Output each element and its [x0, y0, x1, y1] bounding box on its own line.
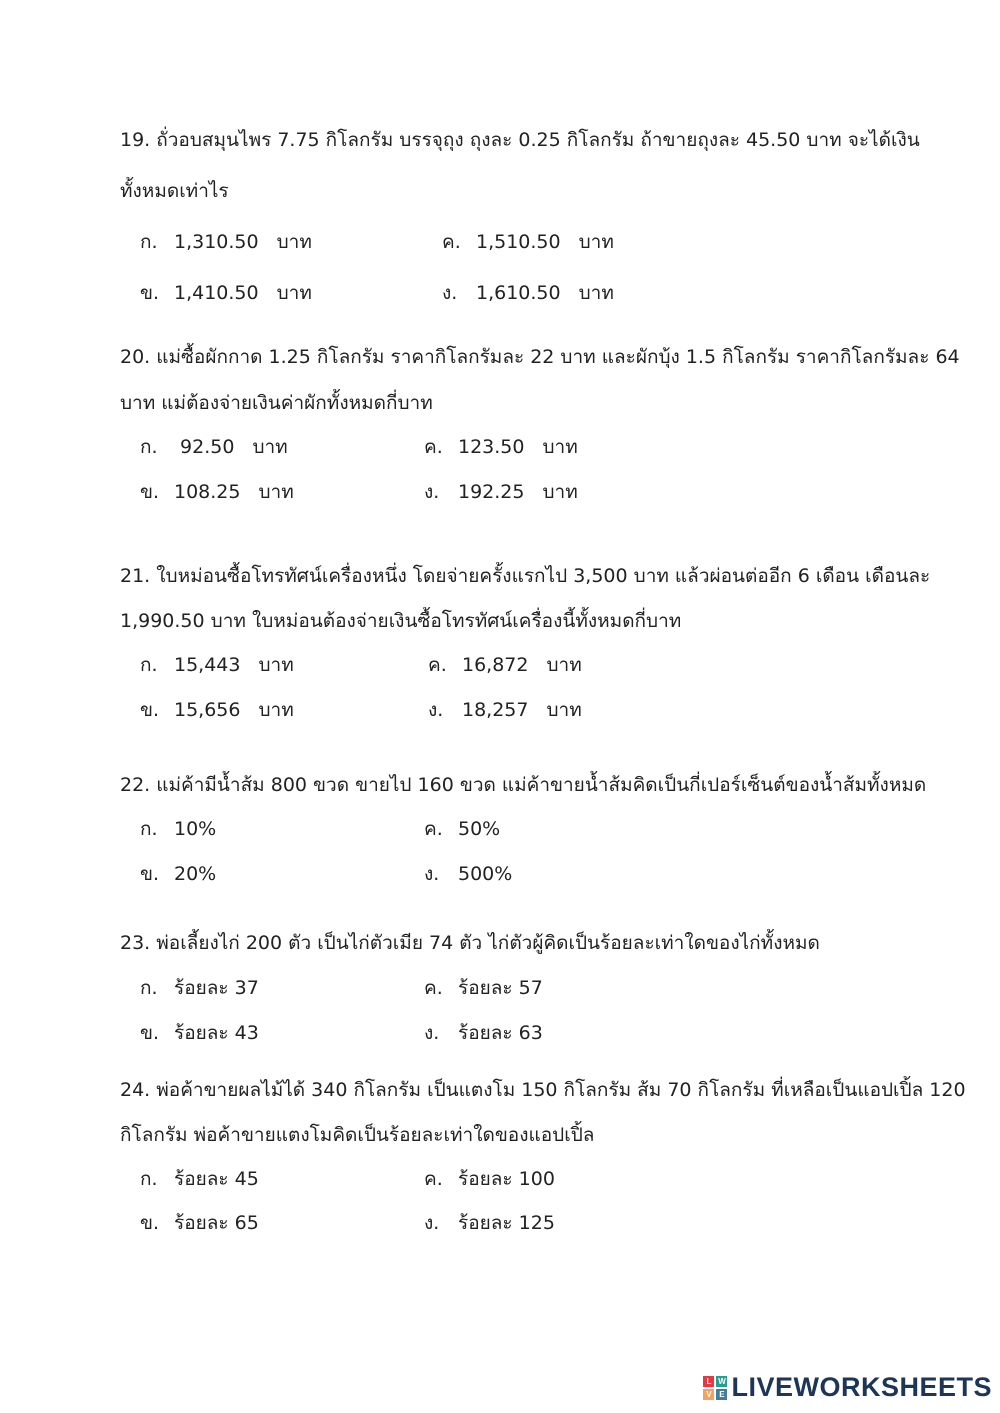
- option-value: ร้อยละ 125: [458, 1212, 555, 1234]
- option-letter: ค.: [424, 436, 443, 458]
- answer-option[interactable]: [140, 1211, 259, 1235]
- option-letter: ข.: [140, 481, 160, 503]
- option-letter: ข.: [140, 863, 160, 885]
- answer-option[interactable]: [424, 976, 543, 1000]
- option-letter: ข.: [140, 1022, 160, 1044]
- answer-option[interactable]: [428, 698, 582, 722]
- option-value: 1,610.50: [476, 282, 561, 304]
- option-letter: ง.: [424, 1022, 440, 1044]
- answer-option[interactable]: [140, 435, 288, 459]
- option-value: 1,410.50: [174, 282, 259, 304]
- answer-option[interactable]: [424, 817, 500, 841]
- answer-option[interactable]: [424, 862, 512, 886]
- answer-option[interactable]: [140, 1167, 259, 1191]
- question-text-line: บาท แม่ต้องจ่ายเงินค่าผักทั้งหมดกี่บาท: [120, 392, 433, 414]
- option-letter: ง.: [424, 863, 440, 885]
- answer-option[interactable]: [140, 1021, 259, 1045]
- option-letter: ก.: [140, 654, 158, 676]
- option-letter: ก.: [140, 436, 158, 458]
- option-unit: บาท: [542, 436, 578, 458]
- option-letter: ก.: [140, 231, 158, 253]
- answer-option[interactable]: [140, 480, 294, 504]
- option-value: 20%: [174, 863, 217, 885]
- option-unit: บาท: [252, 436, 288, 458]
- answer-option[interactable]: [140, 976, 259, 1000]
- answer-option[interactable]: [140, 653, 294, 677]
- question-21: [120, 564, 960, 633]
- option-value: 50%: [458, 818, 501, 840]
- option-letter: ค.: [428, 654, 447, 676]
- option-unit: บาท: [546, 699, 582, 721]
- option-value: ร้อยละ 100: [458, 1168, 555, 1190]
- answer-option[interactable]: [140, 698, 294, 722]
- option-value: 192.25: [458, 481, 525, 503]
- option-value: 108.25: [174, 481, 241, 503]
- liveworksheets-logo: [703, 1372, 992, 1403]
- option-letter: ข.: [140, 1212, 160, 1234]
- answer-option[interactable]: [442, 230, 614, 254]
- option-unit: บาท: [258, 654, 294, 676]
- logo-block: E: [716, 1389, 727, 1400]
- question-text-line: 21. ใบหม่อนซื้อโทรทัศน์เครื่องหนึ่ง โดยจ่ายครั้งแรกไป 3,500 บาท แล้วผ่อนต่ออีก 6 เดือน เดือนละ: [120, 565, 931, 587]
- answer-option[interactable]: [140, 817, 216, 841]
- option-letter: ค.: [424, 818, 443, 840]
- question-24: [120, 1078, 966, 1147]
- answer-option[interactable]: [424, 480, 578, 504]
- answer-option[interactable]: [424, 435, 578, 459]
- question-text-line: 23. พ่อเลี้ยงไก่ 200 ตัว เป็นไก่ตัวเมีย 74 ตัว ไก่ตัวผู้คิดเป็นร้อยละเท่าใดของไก่ทั้งหมด: [120, 932, 820, 954]
- option-value: 1,310.50: [174, 231, 259, 253]
- option-letter: ง.: [424, 481, 440, 503]
- answer-option[interactable]: [442, 281, 614, 305]
- option-value: 15,443: [174, 654, 241, 676]
- option-value: 123.50: [458, 436, 525, 458]
- question-20: [120, 345, 960, 415]
- option-letter: ก.: [140, 977, 158, 999]
- option-unit: บาท: [542, 481, 578, 503]
- option-value: 92.50: [174, 436, 235, 458]
- logo-icon: [703, 1376, 727, 1400]
- option-value: 500%: [458, 863, 513, 885]
- question-text-line: 1,990.50 บาท ใบหม่อนต้องจ่ายเงินซื้อโทรทัศน์เครื่องนี้ทั้งหมดกี่บาท: [120, 610, 682, 632]
- question-text-line: 24. พ่อค้าขายผลไม้ได้ 340 กิโลกรัม เป็นแตงโม 150 กิโลกรัม ส้ม 70 กิโลกรัม ที่เหลือเป็นแอปเปิ้ล 120: [120, 1079, 966, 1101]
- option-unit: บาท: [578, 282, 614, 304]
- answer-option[interactable]: [424, 1021, 543, 1045]
- logo-text: LIVEWORKSHEETS: [731, 1372, 992, 1402]
- option-value: 18,257: [462, 699, 529, 721]
- option-letter: ง.: [442, 282, 458, 304]
- option-letter: ค.: [424, 977, 443, 999]
- option-value: ร้อยละ 57: [458, 977, 543, 999]
- question-22: [120, 773, 960, 797]
- answer-option[interactable]: [140, 862, 216, 886]
- option-value: ร้อยละ 65: [174, 1212, 259, 1234]
- option-unit: บาท: [258, 481, 294, 503]
- option-unit: บาท: [276, 282, 312, 304]
- logo-block: L: [703, 1376, 714, 1387]
- option-unit: บาท: [546, 654, 582, 676]
- option-value: 15,656: [174, 699, 241, 721]
- question-text-line: 20. แม่ซื้อผักกาด 1.25 กิโลกรัม ราคากิโลกรัมละ 22 บาท และผักบุ้ง 1.5 กิโลกรัม ราคากิโลกรัมละ 64: [120, 346, 960, 368]
- option-value: ร้อยละ 45: [174, 1168, 259, 1190]
- question-text-line: กิโลกรัม พ่อค้าขายแตงโมคิดเป็นร้อยละเท่าใดของแอปเปิ้ล: [120, 1124, 595, 1146]
- option-value: 16,872: [462, 654, 529, 676]
- option-value: ร้อยละ 63: [458, 1022, 543, 1044]
- option-letter: ง.: [424, 1212, 440, 1234]
- option-letter: ค.: [424, 1168, 443, 1190]
- question-23: [120, 931, 960, 955]
- option-letter: ก.: [140, 1168, 158, 1190]
- answer-option[interactable]: [424, 1211, 555, 1235]
- question-text-line: ทั้งหมดเท่าไร: [120, 180, 229, 202]
- option-value: 1,510.50: [476, 231, 561, 253]
- option-value: 10%: [174, 818, 217, 840]
- option-unit: บาท: [258, 699, 294, 721]
- question-text-line: 22. แม่ค้ามีน้ำส้ม 800 ขวด ขายไป 160 ขวด แม่ค้าขายน้ำส้มคิดเป็นกี่เปอร์เซ็นต์ของน้ำส้มทั้งหมด: [120, 774, 927, 796]
- option-letter: ค.: [442, 231, 461, 253]
- option-letter: ข.: [140, 699, 160, 721]
- option-letter: ง.: [428, 699, 444, 721]
- option-value: ร้อยละ 37: [174, 977, 259, 999]
- logo-block: W: [718, 1376, 726, 1386]
- option-unit: บาท: [276, 231, 312, 253]
- option-value: ร้อยละ 43: [174, 1022, 259, 1044]
- question-text-line: 19. ถั่วอบสมุนไพร 7.75 กิโลกรัม บรรจุถุง ถุงละ 0.25 กิโลกรัม ถ้าขายถุงละ 45.50 บาท จะได้เงิน: [120, 129, 920, 151]
- answer-option[interactable]: [424, 1167, 555, 1191]
- option-letter: ก.: [140, 818, 158, 840]
- option-unit: บาท: [578, 231, 614, 253]
- answer-option[interactable]: [140, 281, 312, 305]
- answer-option[interactable]: [140, 230, 312, 254]
- answer-option[interactable]: [428, 653, 582, 677]
- option-letter: ข.: [140, 282, 160, 304]
- question-19: [120, 128, 960, 203]
- logo-block: V: [703, 1389, 714, 1400]
